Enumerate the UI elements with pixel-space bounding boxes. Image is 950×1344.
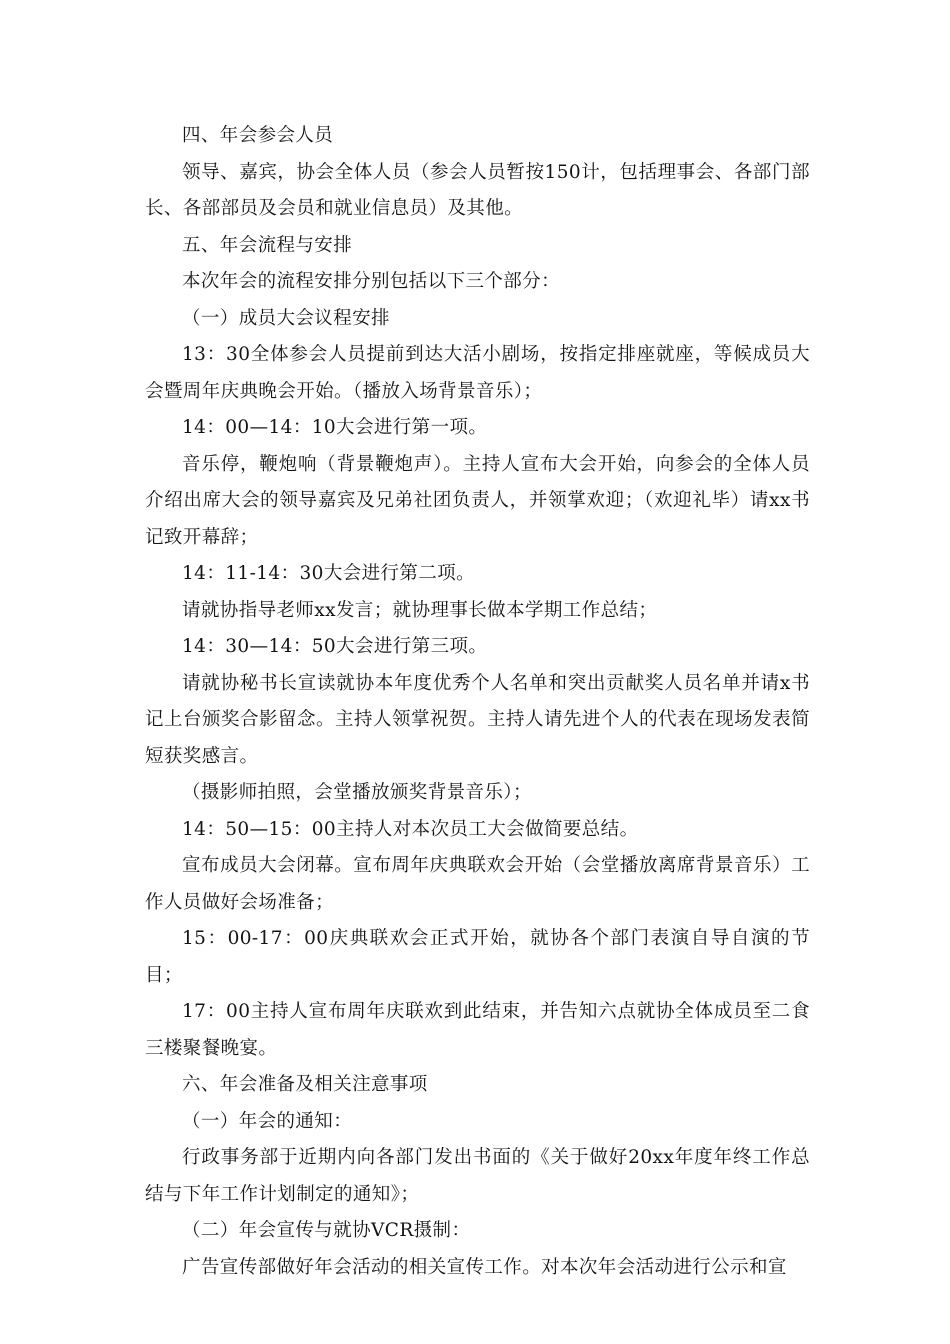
paragraph-1411: 14：11-14：30大会进行第二项。 [182, 563, 476, 584]
paragraph-1700: 17：00主持人宣布周年庆联欢到此结束，并告知六点就协全体成员至二食三楼聚餐晚宴。 [145, 1001, 810, 1059]
paragraph-1330: 13：30全体参会人员提前到达大活小剧场，按指定排座就座，等候成员大会暨周年庆典晚会开始。（播放入场背景音乐）； [145, 344, 810, 402]
document-body [145, 118, 810, 1286]
subsection-heading-publicity: （二）年会宣传与就协VCR摄制： [182, 1220, 471, 1241]
paragraph-closing: 宣布成员大会闭幕。宣布周年庆典联欢会开始（会堂播放离席背景音乐）工作人员做好会场准备； [145, 855, 810, 913]
paragraph-process-intro: 本次年会的流程安排分别包括以下三个部分： [182, 271, 561, 292]
paragraph-1500: 15：00-17：00庆典联欢会正式开始，就协各个部门表演自导自演的节目； [145, 928, 810, 986]
paragraph-notice: 行政事务部于近期内向各部门发出书面的《关于做好20xx年度年终工作总结与下年工作计划制定的通知》； [145, 1147, 810, 1205]
section-heading-attendees: 四、年会参会人员 [182, 125, 334, 146]
paragraph-1450: 14：50—15：00主持人对本次员工大会做简要总结。 [182, 818, 639, 840]
paragraph-opening: 音乐停，鞭炮响（背景鞭炮声）。主持人宣布大会开始，向参会的全体人员介绍出席大会的领导嘉宾及兄弟社团负责人，并领掌欢迎；（欢迎礼毕）请xx书记致开幕辞； [145, 453, 810, 548]
paragraph-1430: 14：30—14：50大会进行第三项。 [182, 636, 488, 657]
paragraph-awards: 请就协秘书长宣读就协本年度优秀个人名单和突出贡献奖人员名单并请x书记上台颁奖合影留念。主持人领掌祝贺。主持人请先进个人的代表在现场发表简短获奖感言。 [145, 672, 810, 767]
paragraph-publicity: 广告宣传部做好年会活动的相关宣传工作。对本次年会活动进行公示和宣 [182, 1256, 787, 1278]
subsection-heading-agenda: （一）成员大会议程安排 [182, 307, 390, 329]
paragraph-photography: （摄影师拍照，会堂播放颁奖背景音乐）； [182, 782, 532, 803]
section-heading-process: 五、年会流程与安排 [182, 234, 353, 256]
subsection-heading-notice: （一）年会的通知： [182, 1110, 353, 1132]
paragraph-attendees: 领导、嘉宾，协会全体人员（参会人员暂按150计，包括理事会、各部门部长、各部部员及会员和就业信息员）及其他。 [145, 161, 810, 219]
section-heading-preparation: 六、年会准备及相关注意事项 [182, 1074, 428, 1095]
paragraph-speeches: 请就协指导老师xx发言；就协理事长做本学期工作总结； [182, 599, 658, 621]
paragraph-1400: 14：00—14：10大会进行第一项。 [182, 417, 488, 438]
